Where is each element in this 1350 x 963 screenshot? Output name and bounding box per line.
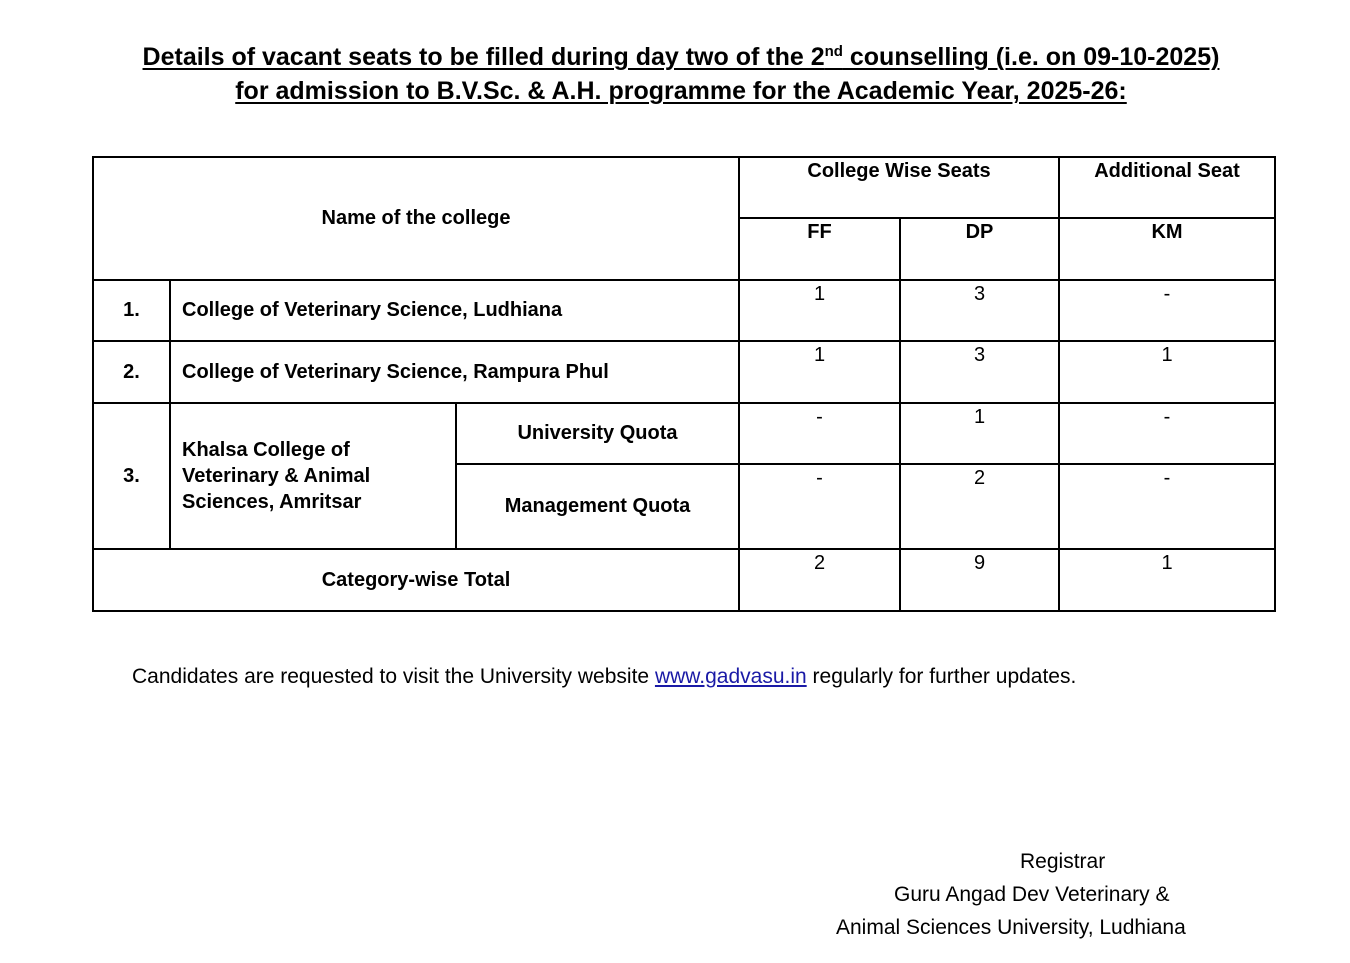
table-row — [93, 280, 1275, 341]
ff-value: - — [739, 464, 900, 549]
ff-value: - — [739, 403, 900, 464]
table-row — [93, 341, 1275, 403]
header-additional-seat: Additional Seat — [1059, 157, 1275, 218]
km-value: 1 — [1059, 341, 1275, 403]
dp-value: 1 — [900, 403, 1059, 464]
document-title — [0, 40, 1350, 108]
title-superscript: nd — [824, 43, 843, 60]
row-serial: 1. — [93, 280, 170, 341]
table-row — [93, 403, 1275, 464]
header-college-wise-seats: College Wise Seats — [739, 157, 1059, 218]
title-line1-part2: counselling (i.e. on 09-10-2025) — [842, 43, 1220, 71]
header-ff: FF — [739, 218, 900, 280]
row-serial: 3. — [93, 403, 170, 549]
college-name: Khalsa College of Veterinary & Animal Sciences, Amritsar — [170, 403, 456, 549]
university-website-link[interactable]: www.gadvasu.in — [654, 665, 807, 688]
ff-value: 1 — [739, 341, 900, 403]
total-km: 1 — [1059, 549, 1275, 611]
signature-university-line1: Guru Angad Dev Veterinary & — [894, 883, 1170, 906]
km-value: - — [1059, 464, 1275, 549]
total-ff: 2 — [739, 549, 900, 611]
title-line2: for admission to B.V.Sc. & A.H. programme for the Academic Year, 2025-26: — [235, 77, 1127, 105]
vacant-seats-table — [92, 156, 1276, 612]
notice-text-before: Candidates are requested to visit the University website — [132, 665, 655, 688]
dp-value: 3 — [900, 280, 1059, 341]
row-serial: 2. — [93, 341, 170, 403]
ff-value: 1 — [739, 280, 900, 341]
quota-label-management: Management Quota — [456, 464, 739, 549]
km-value: - — [1059, 403, 1275, 464]
header-name-of-college: Name of the college — [93, 157, 739, 280]
dp-value: 2 — [900, 464, 1059, 549]
header-dp: DP — [900, 218, 1059, 280]
notice-text-after: regularly for further updates. — [806, 665, 1077, 688]
total-row — [93, 549, 1275, 611]
quota-label-university: University Quota — [456, 403, 739, 464]
title-line1-part1: Details of vacant seats to be filled during day two of the 2 — [142, 43, 825, 71]
km-value: - — [1059, 280, 1275, 341]
dp-value: 3 — [900, 341, 1059, 403]
signature-title: Registrar — [1020, 850, 1106, 873]
header-km: KM — [1059, 218, 1275, 280]
update-notice — [132, 665, 1076, 689]
signature-university-line2: Animal Sciences University, Ludhiana — [836, 916, 1186, 939]
total-label: Category-wise Total — [93, 549, 739, 611]
college-name: College of Veterinary Science, Ludhiana — [170, 280, 739, 341]
total-dp: 9 — [900, 549, 1059, 611]
college-name: College of Veterinary Science, Rampura Phul — [170, 341, 739, 403]
